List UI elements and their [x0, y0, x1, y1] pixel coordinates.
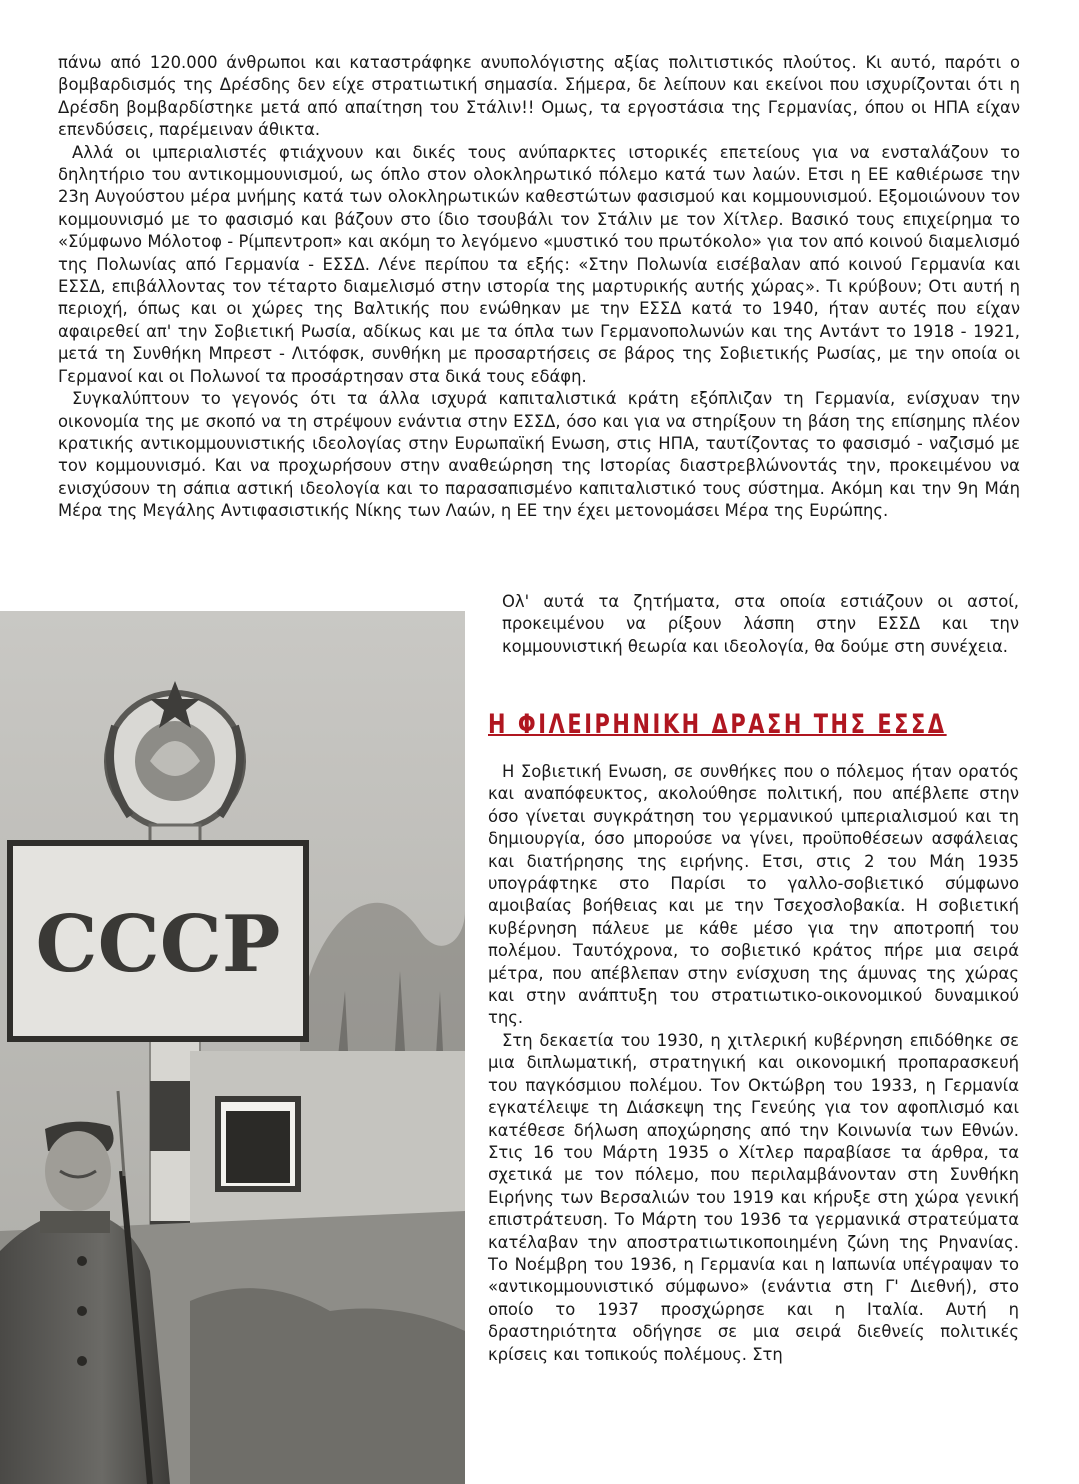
paragraph: Συγκαλύπτουν το γεγονός ότι τα άλλα ισχυρά καπιταλιστικά κράτη εξόπλιζαν τη Γερμανία, ενίσχυαν την οικονομία της με σκοπό να τη στρέψουν ενάντια στην ΕΣΣΔ, όσο και για να στηρίξουν τη βάση της επίσημης πλέον κρατικής αντικομμουνιστικής ιδεολογίας στην Ευρωπαϊκή Ενωση, στις ΗΠΑ, ταυτίζοντας το φασισμό - ναζισμό με τον κομμουνισμό. Και να προχωρήσουν στην αναθεώρηση της Ιστορίας διαστρεβλώνοντάς την, προκειμένου να ενισχύσουν τη σάπια αστική ιδεολογία και το παρασαπισμένο καπιταλιστικό τους σύστημα. Ακόμη και την 9η Μάη Μέρα της Μεγάλης Αντιφασιστικής Νίκης των Λαών, η ΕΕ την έχει μετονομάσει Μέρα της Ευρώπης. [58, 389, 1020, 521]
paragraph: Στη δεκαετία του 1930, η χιτλερική κυβέρνηση επιδόθηκε σε μια διπλωματική, στρατηγική και οικονομική προπαρασκευή του παγκόσμιου πολέμου. Τον Οκτώβρη του 1933, η Γερμανία εγκατέλειψε τη Διάσκεψη της Γενεύης για τον αφοπλισμό και κατέθεσε δήλωση αποχώρησης από την Κοινωνία των Εθνών. Στις 16 του Μάρτη 1935 ο Χίτλερ παραβίασε τα άρθρα, τα σχετικά με τον πόλεμο, που περιλαμβάνονταν στη Συνθήκη Ειρήνης των Βερσαλιών του 1919 και κήρυξε στη χώρα γενική επιστράτευση. Το Μάρτη του 1936 τα γερμανικά στρατεύματα κατέλαβαν την αποστρατιωτικοποιημένη ζώνη της Ρηνανίας. Το Νοέμβρη του 1936, η Γερμανία και η Ιαπωνία υπέγραψαν το «αντικομμουνιστικό σύμφωνο» (ενάντια στη Γ' Διεθνή), στο οποίο το 1937 προσχώρησε και η Ιταλία. Αυτή η δραστηριότητα οδήγησε σε μια σειρά διεθνείς πολιτικές κρίσεις και τοπικούς πολέμους. Στη [488, 1030, 1019, 1364]
section-heading: Η ΦΙΛΕΙΡΗΝΙΚΗ ΔΡΑΣΗ ΤΗΣ ΕΣΣΔ [488, 709, 947, 740]
paragraph: Αλλά οι ιμπεριαλιστές φτιάχνουν και δικές τους ανύπαρκτες ιστορικές επετείους για να ενσταλάζουν το δηλητήριο του αντικομμουνισμού, ως όπλο στον ολοκληρωτικό πόλεμο κατά των λαών. Ετσι η ΕΕ καθιέρωσε την 23η Αυγούστου μέρα μνήμης κατά των ολοκληρωτικών καθεστώτων φασισμού και κομμουνισμού. Εξομοιώνουν τον κομμουνισμό με το φασισμό και βάζουν στο ίδιο τσουβάλι τον Στάλιν με τον Χίτλερ. Βασικό τους επιχείρημα το «Σύμφωνο Μόλοτοφ - Ρίμπεντροπ» και ακόμη το λεγόμενο «μυστικό του πρωτόκολο» για τον από κοινού διαμελισμό της Πολωνίας από Γερμανία - ΕΣΣΔ. Λένε περίπου τα εξής: «Στην Πολωνία εισέβαλαν από κοινού Γερμανία και ΕΣΣΔ, επιβάλλοντας τον τέταρτο διαμελισμό στην ιστορία της μαρτυρικής αυτής χώρας». Τι κρύβουν; Οτι αυτή η περιοχή, όπως και οι χώρες της Βαλτικής που ενώθηκαν με την ΕΣΣΔ κατά το 1940, ήταν αυτές που είχαν αφαιρεθεί απ' την Σοβιετική Ρωσία, αδίκως και με τα όπλα των Γερμανοπολωνών και της Αντάντ το 1918 - 1921, μετά τη Συνθήκη Μπρεστ - Λιτόφσκ, συνθήκη με προσαρτήσεις σε βάρος της Σοβιετικής Ρωσίας, με την οποία οι Γερμανοί και οι Πολωνοί τα προσάρτησαν στα δικά τους εδάφη. [58, 142, 1020, 386]
right-column-text [488, 761, 1019, 1366]
sign-text: СССР [35, 899, 281, 990]
right-column-lead [488, 591, 1019, 658]
lead-paragraph: Ολ' αυτά τα ζητήματα, στα οποία εστιάζουν οι αστοί, προκειμένου να ρίξουν λάσπη στην ΕΣΣΔ και την κομμουνιστική θεωρία και ιδεολογία, θα δούμε στη συνέχεια. [502, 592, 1019, 656]
border-guard-photo [0, 611, 465, 1484]
top-article-text [58, 52, 1020, 523]
paragraph: πάνω από 120.000 άνθρωποι και καταστράφηκε ανυπολόγιστης αξίας πολιτιστικός πλούτος. Κι αυτό, παρότι ο βομβαρδισμός της Δρέσδης δεν είχε στρατιωτική σημασία. Σήμερα, δε λείπουν και εκείνοι που ισχυρίζονται ότι η Δρέσδη βομβαρδίστηκε μετά από απαίτηση του Στάλιν!! Ομως, τα εργοστάσια της Γερμανίας, όπου οι ΗΠΑ είχαν επενδύσεις, παρέμειναν άθικτα. [58, 53, 1020, 140]
paragraph: Η Σοβιετική Ενωση, σε συνθήκες που ο πόλεμος ήταν ορατός και αναπόφευκτος, ακολούθησε πολιτική, που απέβλεπε στην όσο γίνεται συγκράτηση του γερμανικού ιμπεριαλισμού και τη δημιουργία, όσο μπορούσε να γίνει, προϋποθέσεων ασφάλειας και διατήρησης της ειρήνης. Ετσι, στις 2 του Μάη 1935 υπογράφτηκε στο Παρίσι το γαλλο-σοβιετικό σύμφωνο αμοιβαίας βοήθειας και με την Τσεχοσλοβακία. Η σοβιετική κυβέρνηση πάλευε με κάθε μέσο για την αποτροπή του πολέμου. Ταυτόχρονα, το σοβιετικό κράτος πήρε μια σειρά μέτρα, που απέβλεπαν στην ενίσχυση της άμυνας της χώρας και στην ανάπτυξη του στρατιωτικο-οικονομικού δυναμικού της. [488, 762, 1019, 1028]
